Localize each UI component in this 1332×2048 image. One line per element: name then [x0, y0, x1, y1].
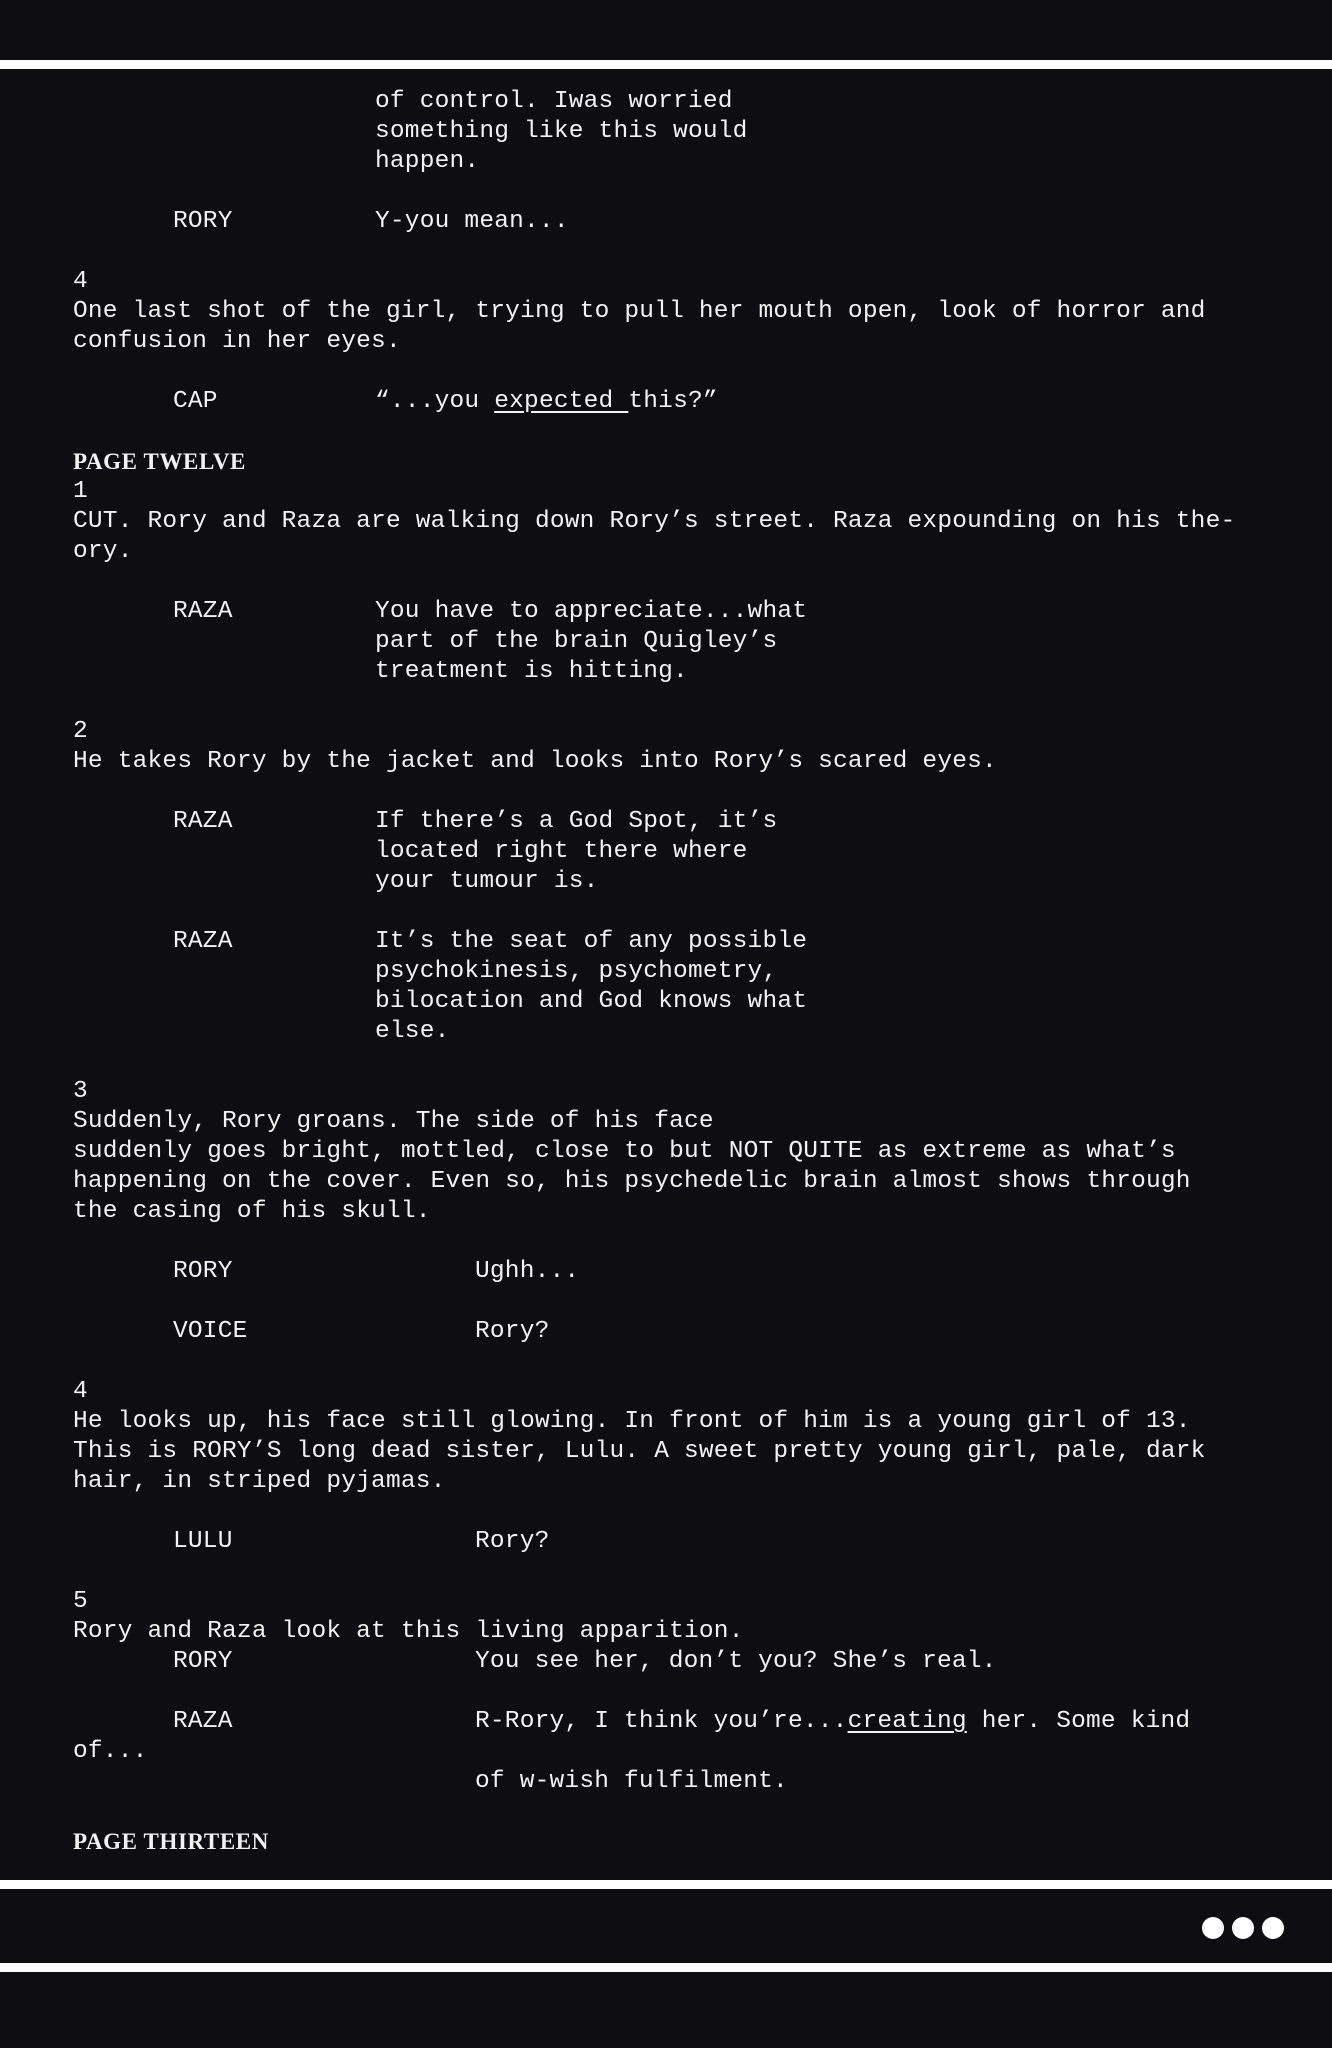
- panel-number: 2: [73, 718, 88, 745]
- character-name: RORY: [173, 1258, 233, 1285]
- page-heading: PAGE TWELVE: [73, 449, 246, 474]
- action-line: One last shot of the girl, trying to pull her mouth open, look of horror and: [73, 298, 1206, 325]
- character-name: RAZA: [173, 598, 233, 625]
- dialogue-line: part of the brain Quigley’s: [375, 628, 778, 655]
- action-line: Suddenly, Rory groans. The side of his face: [73, 1108, 714, 1135]
- dialogue-line: something like this would: [375, 118, 748, 145]
- dialogue-text: her. Some kind: [966, 1708, 1191, 1735]
- dialogue-line: happen.: [375, 148, 480, 175]
- action-line: This is RORY’S long dead sister, Lulu. A sweet pretty young girl, pale, dark: [73, 1438, 1206, 1465]
- character-name: RORY: [173, 208, 233, 235]
- dialogue-line: your tumour is.: [375, 868, 599, 895]
- character-name: VOICE: [173, 1318, 248, 1345]
- action-line: hair, in striped pyjamas.: [73, 1468, 446, 1495]
- caption-text: this?”: [628, 388, 718, 415]
- dialogue-line: You have to appreciate...what: [375, 598, 808, 625]
- dialogue-line: Ughh...: [475, 1258, 580, 1285]
- action-line: confusion in her eyes.: [73, 328, 401, 355]
- dialogue-line: bilocation and God knows what: [375, 988, 808, 1015]
- dialogue-line: of control. Iwas worried: [375, 88, 733, 115]
- action-line: ory.: [73, 538, 133, 565]
- more-options-button[interactable]: [1202, 1917, 1284, 1939]
- more-horizontal-icon: [1202, 1917, 1224, 1939]
- dialogue-line: psychokinesis, psychometry,: [375, 958, 778, 985]
- panel-number: 1: [73, 478, 88, 505]
- panel-number: 3: [73, 1078, 88, 1105]
- more-horizontal-icon: [1232, 1917, 1254, 1939]
- dialogue-line: [475, 1707, 1190, 1737]
- dialogue-line: of w-wish fulfilment.: [475, 1768, 788, 1795]
- bottom-divider: [0, 1963, 1332, 1972]
- dialogue-line: You see her, don’t you? She’s real.: [475, 1648, 997, 1675]
- panel-number: 4: [73, 1378, 88, 1405]
- dialogue-line: It’s the seat of any possible: [375, 928, 808, 955]
- character-name: RAZA: [173, 1708, 233, 1735]
- action-line: suddenly goes bright, mottled, close to but NOT QUITE as extreme as what’s: [73, 1138, 1176, 1165]
- content-bottom-divider: [0, 1880, 1332, 1889]
- action-line: He looks up, his face still glowing. In front of him is a young girl of 13.: [73, 1408, 1191, 1435]
- dialogue-line: else.: [375, 1018, 450, 1045]
- caption-line: [375, 387, 718, 417]
- dialogue-wrap: of...: [73, 1738, 148, 1765]
- action-line: He takes Rory by the jacket and looks into Rory’s scared eyes.: [73, 748, 997, 775]
- dialogue-line: located right there where: [375, 838, 748, 865]
- script-page: [0, 72, 1332, 1880]
- dialogue-line: Rory?: [475, 1528, 550, 1555]
- bottom-toolbar: [0, 1893, 1332, 1963]
- page-heading: PAGE THIRTEEN: [73, 1829, 269, 1854]
- action-line: Rory and Raza look at this living apparition.: [73, 1618, 744, 1645]
- character-name: RORY: [173, 1648, 233, 1675]
- character-name: LULU: [173, 1528, 233, 1555]
- action-line: CUT. Rory and Raza are walking down Rory’s street. Raza expounding on his the-: [73, 508, 1236, 535]
- caption-text: “...you: [375, 388, 495, 415]
- character-name: RAZA: [173, 928, 233, 955]
- underlined-word: creating: [847, 1708, 967, 1735]
- dialogue-line: Rory?: [475, 1318, 550, 1345]
- character-name: RAZA: [173, 808, 233, 835]
- dialogue-text: R-Rory, I think you’re...: [475, 1708, 848, 1735]
- dialogue-line: If there’s a God Spot, it’s: [375, 808, 778, 835]
- top-divider: [0, 60, 1332, 69]
- panel-number: 4: [73, 268, 88, 295]
- more-horizontal-icon: [1262, 1917, 1284, 1939]
- dialogue-line: Y-you mean...: [375, 208, 569, 235]
- underlined-word: expected: [494, 388, 629, 415]
- dialogue-line: treatment is hitting.: [375, 658, 688, 685]
- panel-number: 5: [73, 1588, 88, 1615]
- action-line: the casing of his skull.: [73, 1198, 431, 1225]
- character-name: CAP: [173, 388, 218, 415]
- action-line: happening on the cover. Even so, his psychedelic brain almost shows through: [73, 1168, 1191, 1195]
